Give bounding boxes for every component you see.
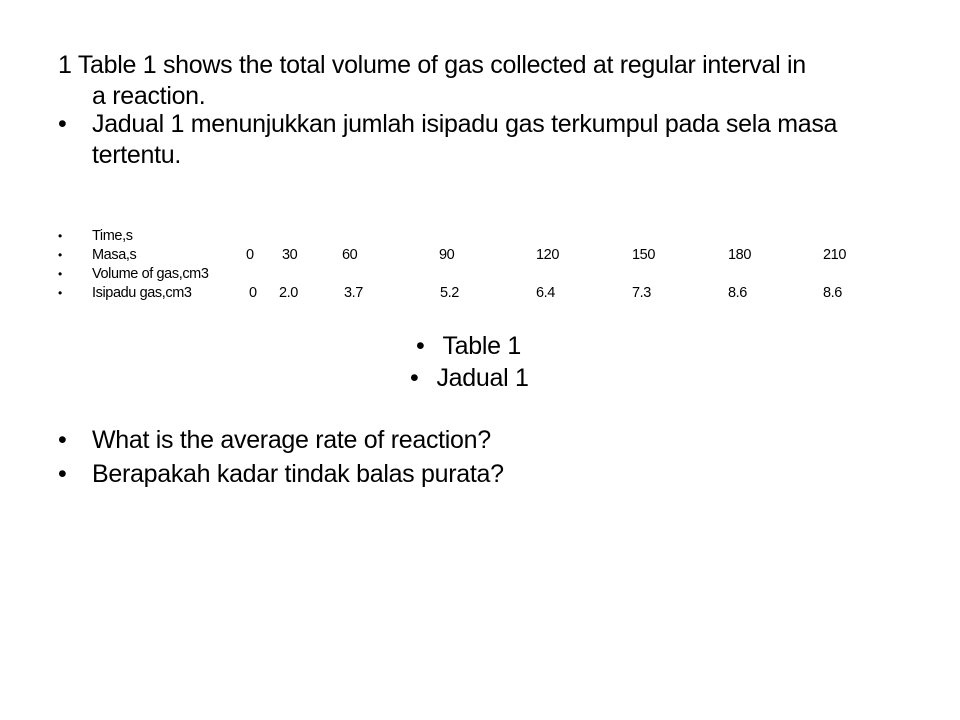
- table-caption-malay: [410, 363, 529, 394]
- question-malay: [58, 459, 918, 490]
- bullet-icon: •: [58, 229, 62, 243]
- table-caption-english: [416, 331, 521, 362]
- table-cell: 0: [249, 285, 257, 301]
- caption-text: Table 1: [442, 332, 521, 360]
- table-cell: 150: [632, 247, 655, 263]
- table-cell: 2.0: [279, 285, 298, 301]
- question-text-malay: Jadual 1 menunjukkan jumlah isipadu gas terkumpul pada sela masa tertentu.: [92, 110, 838, 169]
- question-intro-malay: [58, 109, 918, 171]
- table-row-label: Masa,s: [92, 247, 137, 263]
- table-row-isipadu: [58, 284, 918, 302]
- bullet-icon: •: [58, 110, 67, 138]
- question-english: [58, 425, 918, 456]
- question-intro-english: [58, 50, 918, 112]
- table-cell: 5.2: [440, 285, 459, 301]
- bullet-icon: •: [416, 332, 425, 360]
- table-row-volume-header: [58, 265, 918, 283]
- question-text: What is the average rate of reaction?: [92, 426, 491, 454]
- table-cell: 180: [728, 247, 751, 263]
- question-text-start: Table 1 shows the total volume of gas collected at regular interval in: [77, 51, 806, 79]
- caption-text: Jadual 1: [436, 364, 529, 392]
- table-row-label: Time,s: [92, 228, 133, 244]
- question-text: Berapakah kadar tindak balas purata?: [92, 460, 504, 488]
- table-row-label: Volume of gas,cm3: [92, 266, 209, 282]
- table-cell: 60: [342, 247, 358, 263]
- table-cell: 90: [439, 247, 455, 263]
- bullet-icon: •: [58, 267, 62, 281]
- table-cell: 6.4: [536, 285, 555, 301]
- table-cell: 120: [536, 247, 559, 263]
- table-row-time-header: [58, 227, 918, 245]
- question-text-continued: a reaction.: [92, 82, 206, 110]
- table-row-masa: [58, 246, 918, 264]
- table-cell: 8.6: [823, 285, 842, 301]
- table-cell: 30: [282, 247, 298, 263]
- table-cell: 210: [823, 247, 846, 263]
- table-cell: 8.6: [728, 285, 747, 301]
- question-number: 1: [58, 51, 72, 79]
- bullet-icon: •: [410, 364, 419, 392]
- table-row-label: Isipadu gas,cm3: [92, 285, 192, 301]
- table-cell: 0: [246, 247, 254, 263]
- table-cell: 7.3: [632, 285, 651, 301]
- table-cell: 3.7: [344, 285, 363, 301]
- bullet-icon: •: [58, 248, 62, 262]
- bullet-icon: •: [58, 286, 62, 300]
- bullet-icon: •: [58, 426, 67, 454]
- bullet-icon: •: [58, 460, 67, 488]
